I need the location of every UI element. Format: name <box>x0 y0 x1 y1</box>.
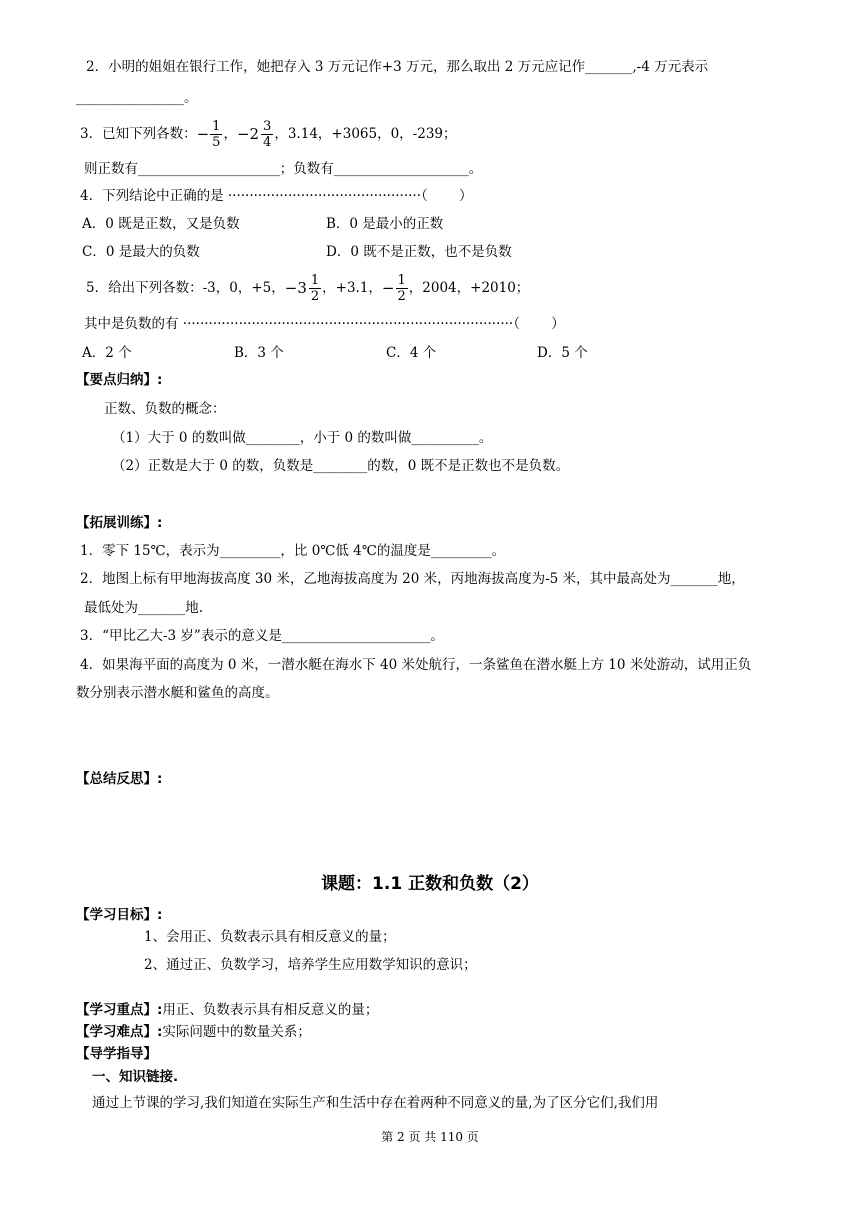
extension-heading: 【拓展训练】: <box>76 515 163 531</box>
q2-line1: 2．小明的姐姐在银行工作，她把存入 3 万元记作+3 万元，那么取出 2 万元应记作_______,-4 万元表示 <box>86 59 709 75</box>
q4-option-d: D．0 既不是正数，也不是负数 <box>326 244 512 260</box>
goal-heading: 【学习目标】: <box>76 907 163 923</box>
q3-frac2-whole: 2 <box>249 125 260 143</box>
extension-item-3: 3．“甲比乙大-3 岁”表示的意义是______________________。 <box>80 628 444 644</box>
extension-item-1: 1．零下 15℃，表示为_________，比 0℃低 4℃的温度是_________。 <box>80 543 506 559</box>
q3-frac1 <box>210 119 222 150</box>
summary-intro: 正数、负数的概念： <box>104 401 226 417</box>
q5-option-d: D．5 个 <box>537 345 588 361</box>
reflection-heading: 【总结反思】: <box>76 771 163 787</box>
q5-frac2-sign: − <box>381 279 395 297</box>
knowledge-link-heading: 一、知识链接. <box>92 1069 179 1085</box>
summary-item-2: （2）正数是大于 0 的数，负数是________的数，0 既不是正数也不是负数。 <box>112 458 570 474</box>
q3-frac1-sign: − <box>196 125 210 143</box>
key-text: 用正、负数表示具有相反意义的量； <box>162 1002 379 1018</box>
extension-item-2a: 2．地图上标有甲地海拔高度 30 米，乙地海拔高度为 20 米，丙地海拔高度为-5 米，其中最高处为_______地， <box>80 571 745 587</box>
q4-option-a: A．0 既是正数，又是负数 <box>82 216 240 232</box>
q5-frac1-num: 1 <box>310 272 320 288</box>
q3-rest: ，3.14，+3065，0，-239； <box>274 126 457 142</box>
summary-heading: 【要点归纳】: <box>76 372 163 388</box>
q5-frac1-den: 2 <box>310 288 320 304</box>
extension-item-4a: 4．如果海平面的高度为 0 米，一潜水艇在海水下 40 米处航行，一条鲨鱼在潜水艇上方 10 米处游动，试用正负 <box>80 657 752 673</box>
page-footer: 第 2 页 共 110 页 <box>381 1130 479 1144</box>
q5-mid: ，+3.1， <box>322 280 382 296</box>
guide-heading: 【导学指导】 <box>76 1046 157 1062</box>
q4-stem: 4．下列结论中正确的是 ·············································（ ） <box>80 188 473 204</box>
extension-item-2b: 最低处为_______地. <box>84 600 204 616</box>
q5-option-b: B．3 个 <box>234 345 284 361</box>
goal-item-1: 1、会用正、负数表示具有相反意义的量； <box>144 929 396 945</box>
summary-item-1: （1）大于 0 的数叫做________，小于 0 的数叫做__________。 <box>112 430 493 446</box>
difficulty-point <box>76 1022 311 1042</box>
q3-frac2-sign: − <box>236 125 250 143</box>
q3-line2: 则正数有_____________________；负数有____________________。 <box>84 161 483 177</box>
knowledge-link-text: 通过上节课的学习,我们知道在实际生产和生活中存在着两种不同意义的量,为了区分它们,我们用 <box>92 1095 659 1111</box>
q5-line1 <box>86 270 529 306</box>
q3-line1 <box>80 116 457 152</box>
goal-item-2: 2、通过正、负数学习，培养学生应用数学知识的意识； <box>144 957 477 973</box>
q3-frac2 <box>250 119 275 150</box>
key-heading: 【学习重点】: <box>76 1002 163 1018</box>
q5-frac1 <box>297 273 322 304</box>
key-point <box>76 1000 378 1020</box>
q5-option-c: C．4 个 <box>386 345 437 361</box>
lesson-title: 课题：1.1 正数和负数（2） <box>321 874 539 894</box>
q4-option-b: B．0 是最小的正数 <box>326 216 444 232</box>
q5-prefix: 5．给出下列各数：-3，0，+5， <box>86 280 285 296</box>
q3-frac2-den: 4 <box>263 134 272 150</box>
q2-line2: ________________。 <box>76 90 198 106</box>
q5-frac2-num: 1 <box>397 272 406 288</box>
q5-frac2 <box>396 273 408 304</box>
extension-item-4b: 数分别表示潜水艇和鲨鱼的高度。 <box>76 685 279 701</box>
q5-option-a: A．2 个 <box>82 345 132 361</box>
q5-frac1-sign: − <box>284 279 298 297</box>
q3-frac1-num: 1 <box>212 118 221 134</box>
q5-stem: 其中是负数的有 ·············································································（ ） <box>84 316 565 332</box>
q5-rest: ，2004，+2010； <box>408 280 530 296</box>
q5-frac2-den: 2 <box>397 288 406 304</box>
q4-option-c: C．0 是最大的负数 <box>82 244 200 260</box>
q3-frac2-num: 3 <box>263 118 272 134</box>
difficulty-heading: 【学习难点】: <box>76 1024 163 1040</box>
q3-prefix: 3．已知下列各数： <box>80 126 197 142</box>
q3-sep1: ， <box>223 126 237 142</box>
q5-frac1-whole: 3 <box>297 279 307 297</box>
q3-frac1-den: 5 <box>212 134 221 150</box>
difficulty-text: 实际问题中的数量关系； <box>162 1024 311 1040</box>
